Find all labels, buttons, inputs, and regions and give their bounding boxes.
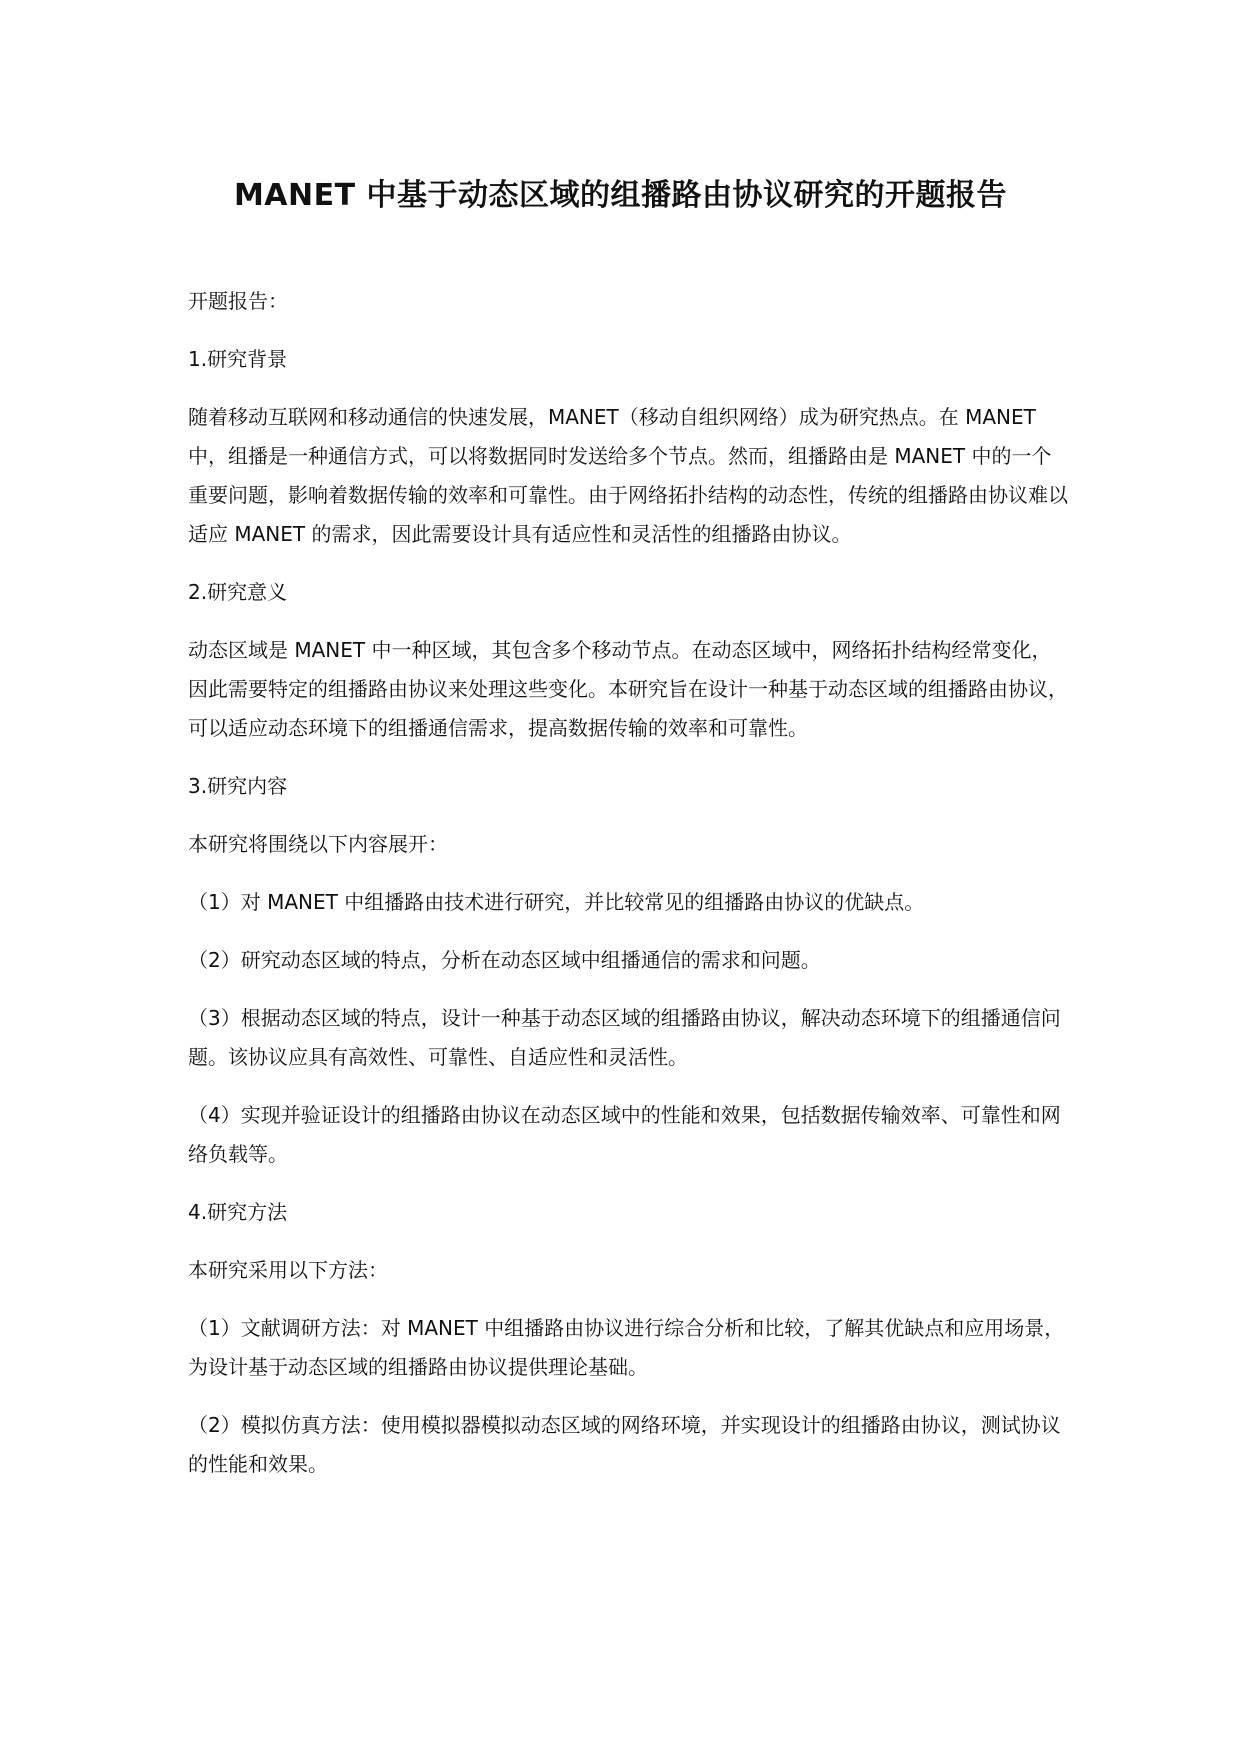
- document-title: MANET 中基于动态区域的组播路由协议研究的开题报告: [233, 178, 1008, 213]
- section-heading-methods: 4.研究方法: [188, 1200, 288, 1224]
- content-item-4: （4）实现并验证设计的组播路由协议在动态区域中的性能和效果，包括数据传输效率、可靠性和网络负载等。: [188, 1103, 1061, 1166]
- section-heading-content: 3.研究内容: [188, 774, 288, 798]
- paragraph-content-intro: 本研究将围绕以下内容展开：: [188, 832, 448, 856]
- section-heading-significance: 2.研究意义: [188, 580, 288, 604]
- paragraph-significance: 动态区域是 MANET 中一种区域，其包含多个移动节点。在动态区域中，网络拓扑结构经常变化，因此需要特定的组播路由协议来处理这些变化。本研究旨在设计一种基于动态区域的组播路由协议，可以适应动态环境下的组播通信需求，提高数据传输的效率和可靠性。: [188, 638, 1068, 740]
- document-body: [188, 282, 1068, 1503]
- section-heading-background: 1.研究背景: [188, 347, 288, 371]
- paragraph-methods-intro: 本研究采用以下方法：: [188, 1258, 388, 1282]
- method-item-1: （1）文献调研方法：对 MANET 中组播路由协议进行综合分析和比较，了解其优缺点和应用场景，为设计基于动态区域的组播路由协议提供理论基础。: [188, 1316, 1065, 1379]
- content-item-1: （1）对 MANET 中组播路由技术进行研究，并比较常见的组播路由协议的优缺点。: [188, 890, 925, 914]
- report-label: 开题报告：: [188, 289, 288, 313]
- paragraph-background: 随着移动互联网和移动通信的快速发展，MANET（移动自组织网络）成为研究热点。在 MANET 中，组播是一种通信方式，可以将数据同时发送给多个节点。然而，组播路由是 MANET 中的一个重要问题，影响着数据传输的效率和可靠性。由于网络拓扑结构的动态性，传统的组播路由协议难以适应 MANET 的需求，因此需要设计具有适应性和灵活性的组播路由协议。: [188, 405, 1068, 546]
- content-item-2: （2）研究动态区域的特点，分析在动态区域中组播通信的需求和问题。: [188, 948, 821, 972]
- content-item-3: （3）根据动态区域的特点，设计一种基于动态区域的组播路由协议，解决动态环境下的组播通信问题。该协议应具有高效性、可靠性、自适应性和灵活性。: [188, 1006, 1061, 1069]
- method-item-2: （2）模拟仿真方法：使用模拟器模拟动态区域的网络环境，并实现设计的组播路由协议，测试协议的性能和效果。: [188, 1413, 1061, 1476]
